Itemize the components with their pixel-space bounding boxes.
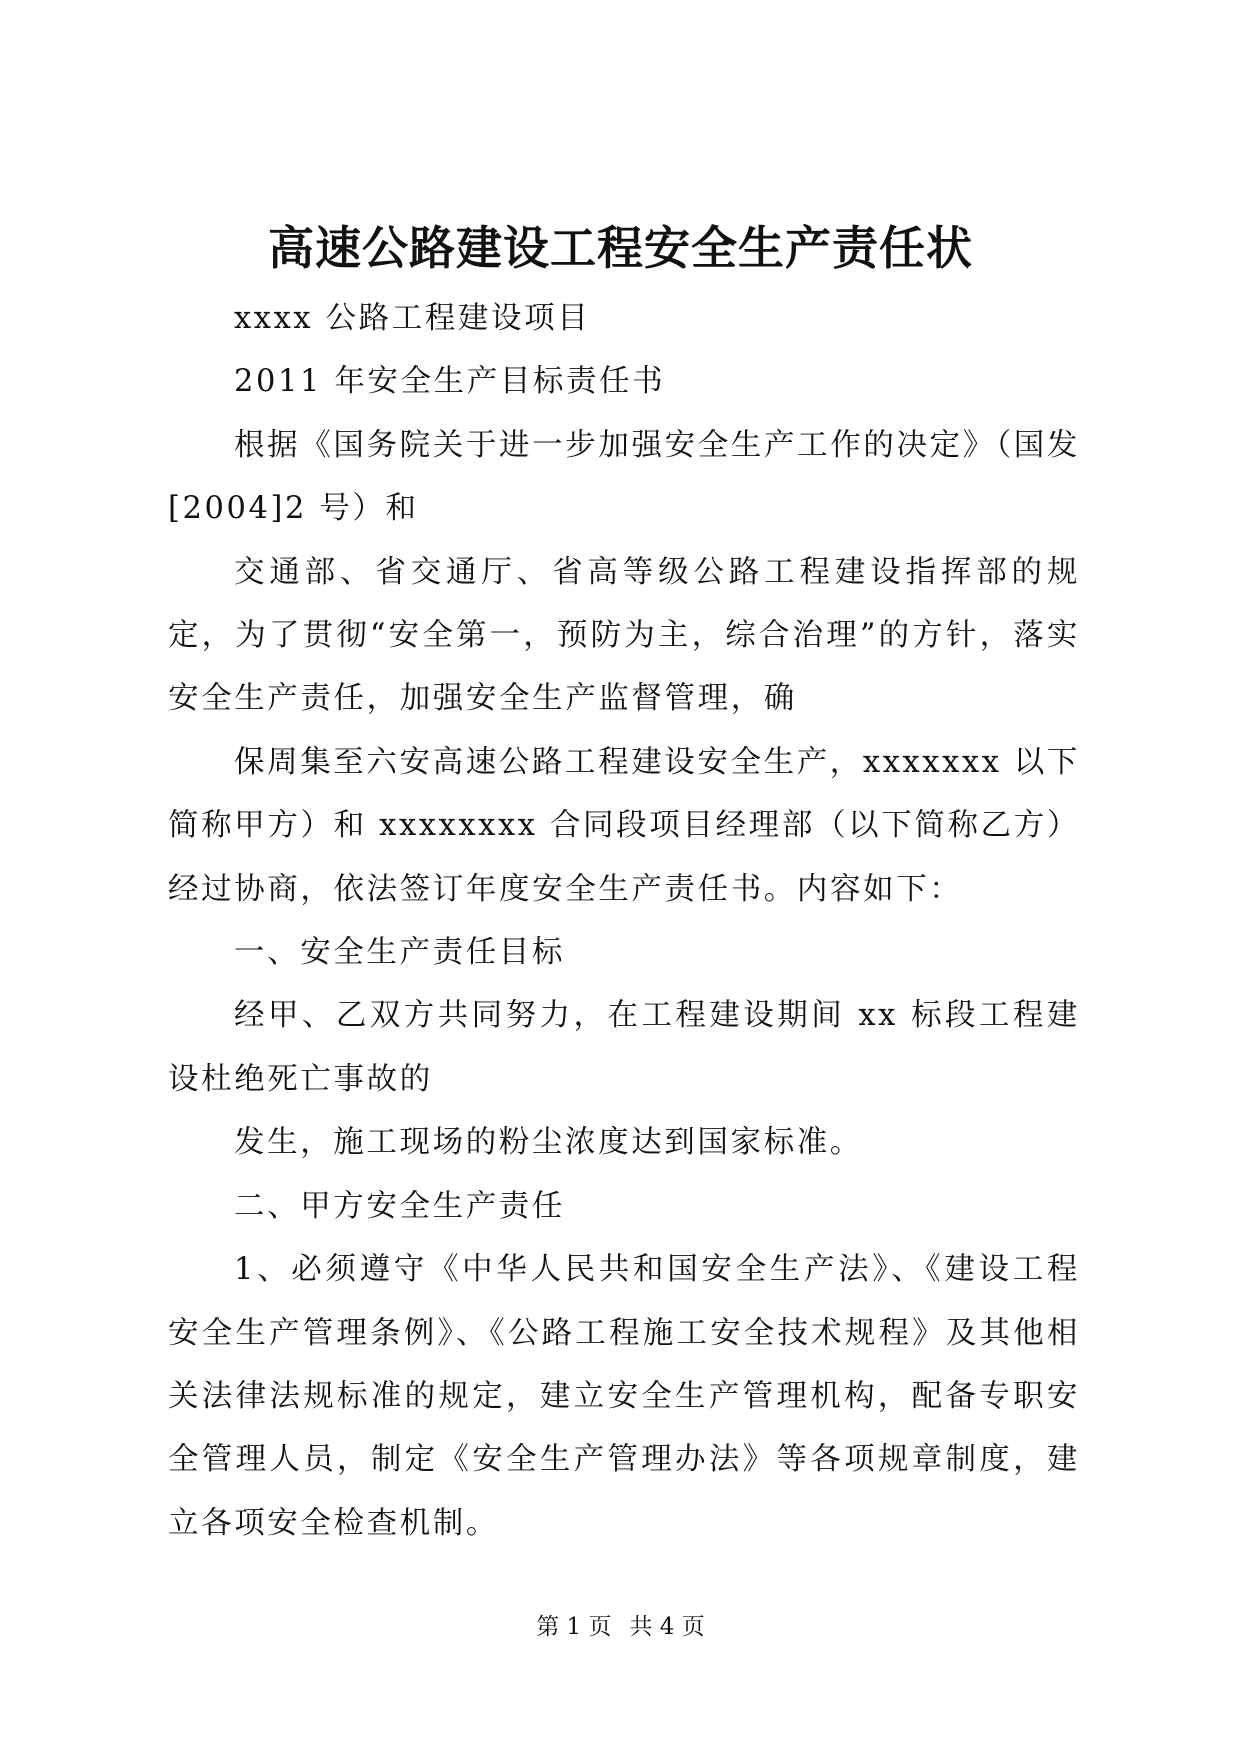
section-heading-2: 二、甲方安全生产责任 xyxy=(234,1188,565,1224)
paragraph-project-name: xxxx 公路工程建设项目 xyxy=(234,301,591,336)
paragraph-basis: 根据《国务院关于进一步加强安全生产工作的决定》（国发[2004]2 号）和 xyxy=(168,427,1080,527)
paragraph-target-cont: 发生，施工现场的粉尘浓度达到国家标准。 xyxy=(234,1125,863,1161)
paragraph-item-1: 1、必须遵守《中华人民共和国安全生产法》、《建设工程安全生产管理条例》、《公路工程施工安全技术规程》及其他相关法律法规标准的规定，建立安全生产管理机构，配备专职安全管理人员，制定《安全生产管理办法》等各项规章制度，建立各项安全检查机制。 xyxy=(168,1252,1080,1541)
paragraph-regulations: 交通部、省交通厅、省高等级公路工程建设指挥部的规定，为了贯彻“安全第一，预防为主，综合治理”的方针，落实安全生产责任，加强安全生产监督管理，确 xyxy=(168,554,1080,717)
document-body xyxy=(168,287,1080,1555)
paragraph-parties: 保周集至六安高速公路工程建设安全生产，xxxxxxx 以下简称甲方）和 xxxxxxxx 合同段项目经理部（以下简称乙方）经过协商，依法签订年度安全生产责任书。内容如下： xyxy=(168,744,1080,907)
paragraph-subtitle: 2011 年安全生产目标责任书 xyxy=(234,364,666,400)
document-title: 高速公路建设工程安全生产责任状 xyxy=(268,221,973,275)
page-number: 第 1 页 xyxy=(536,1614,612,1640)
section-heading-1: 一、安全生产责任目标 xyxy=(234,935,565,971)
page-footer xyxy=(0,1612,1241,1642)
page-total: 共 4 页 xyxy=(629,1614,705,1640)
paragraph-target: 经甲、乙双方共同努力，在工程建设期间 xx 标段工程建设杜绝死亡事故的 xyxy=(168,998,1080,1097)
